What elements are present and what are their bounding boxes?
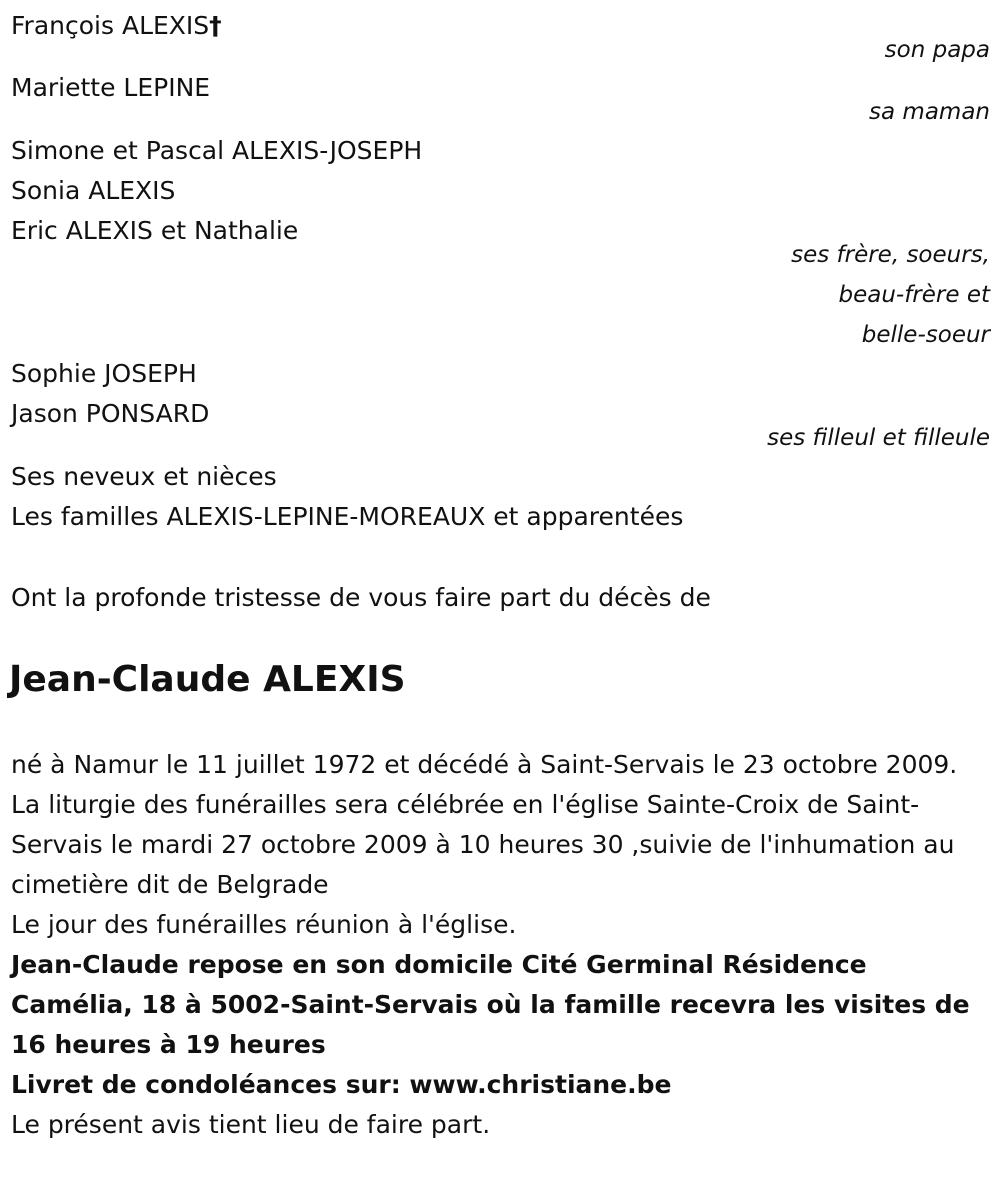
father-name: François ALEXIS bbox=[11, 11, 210, 40]
relatives-line: Les familles ALEXIS-LEPINE-MOREAUX et apparentées bbox=[11, 502, 684, 531]
siblings-relation-line: ses frère, soeurs, bbox=[791, 242, 990, 268]
notice-text: Le présent avis tient lieu de faire part. bbox=[11, 1110, 491, 1139]
meeting-text: Le jour des funérailles réunion à l'église. bbox=[11, 910, 517, 939]
mother-relation: sa maman bbox=[869, 99, 990, 125]
relatives-line: Ses neveux et nièces bbox=[11, 462, 277, 491]
godchild-line: Jason PONSARD bbox=[11, 399, 210, 428]
mother-name: Mariette LEPINE bbox=[11, 73, 211, 102]
birth-death-text: né à Namur le 11 juillet 1972 et décédé à Saint-Servais le 23 octobre 2009. bbox=[11, 750, 958, 779]
rest-text: Jean-Claude repose en son domicile Cité Germinal Résidence Camélia, 18 à 5002-Saint-Servais où la famille recevra les visites de 16 heures à 19 heures bbox=[11, 950, 970, 1059]
details-block bbox=[11, 745, 986, 1145]
siblings-relation-line: beau-frère et bbox=[838, 282, 990, 308]
siblings-relation-line: belle-soeur bbox=[861, 322, 990, 348]
godchild-line: Sophie JOSEPH bbox=[11, 359, 197, 388]
godchildren-relation: ses filleul et filleule bbox=[767, 425, 990, 451]
cross-icon: † bbox=[209, 11, 222, 40]
father-relation: son papa bbox=[884, 37, 990, 63]
condolences-text: Livret de condoléances sur: www.christiane.be bbox=[11, 1070, 672, 1099]
deceased-name: Jean-Claude ALEXIS bbox=[9, 659, 406, 700]
sibling-line: Eric ALEXIS et Nathalie bbox=[11, 216, 299, 245]
liturgy-text: La liturgie des funérailles sera célébrée en l'église Sainte-Croix de Saint-Servais le mardi 27 octobre 2009 à 10 heures 30 ,suivie de l'inhumation au cimetière dit de Belgrade bbox=[11, 790, 955, 899]
sibling-line: Sonia ALEXIS bbox=[11, 176, 176, 205]
announcement-text: Ont la profonde tristesse de vous faire part du décès de bbox=[11, 583, 711, 612]
sibling-line: Simone et Pascal ALEXIS-JOSEPH bbox=[11, 136, 423, 165]
father-line bbox=[11, 11, 222, 41]
